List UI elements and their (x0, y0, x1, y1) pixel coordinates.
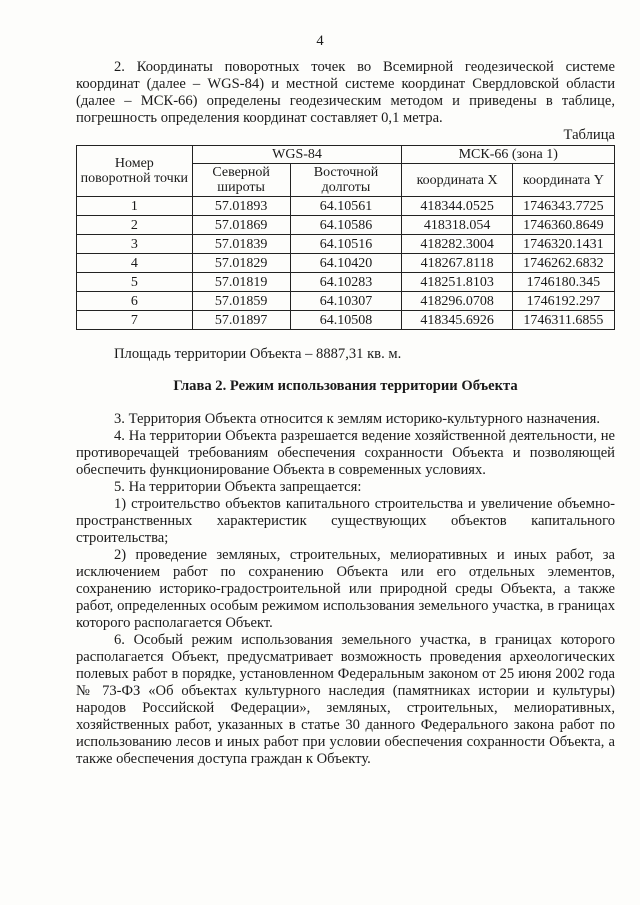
cell-point: 7 (77, 311, 193, 330)
header-longitude: Восточной долготы (290, 164, 402, 197)
page-number: 4 (316, 33, 324, 49)
paragraph-3: 3. Территория Объекта относится к землям историко-культурного назначения. (114, 411, 601, 427)
cell-longitude: 64.10516 (290, 235, 402, 254)
cell-x: 418344.0525 (402, 197, 512, 216)
table-row (77, 197, 615, 216)
coordinates-table (76, 145, 615, 330)
cell-point: 2 (77, 216, 193, 235)
header-msk66: МСК-66 (зона 1) (402, 146, 615, 164)
table-row (77, 216, 615, 235)
cell-latitude: 57.01829 (192, 254, 290, 273)
cell-x: 418296.0708 (402, 292, 512, 311)
paragraph-5-item-1: 1) строительство объектов капитального строительства и увеличение объемно-пространственных характеристик существующих объектов капитального строительства; (76, 496, 615, 546)
cell-y: 1746311.6855 (512, 311, 614, 330)
cell-longitude: 64.10307 (290, 292, 402, 311)
paragraph-5: 5. На территории Объекта запрещается: (114, 479, 362, 495)
cell-longitude: 64.10283 (290, 273, 402, 292)
area-statement: Площадь территории Объекта – 8887,31 кв. м. (114, 346, 402, 362)
header-point-number: Номер поворотной точки (77, 146, 193, 197)
cell-x: 418282.3004 (402, 235, 512, 254)
cell-latitude: 57.01893 (192, 197, 290, 216)
cell-longitude: 64.10561 (290, 197, 402, 216)
table-row (77, 311, 615, 330)
table-row (77, 254, 615, 273)
table-row (77, 292, 615, 311)
table-row (77, 235, 615, 254)
cell-longitude: 64.10420 (290, 254, 402, 273)
cell-point: 5 (77, 273, 193, 292)
cell-latitude: 57.01819 (192, 273, 290, 292)
cell-point: 3 (77, 235, 193, 254)
cell-y: 1746343.7725 (512, 197, 614, 216)
header-coord-y: координата Y (512, 164, 614, 197)
paragraph-5-item-2: 2) проведение земляных, строительных, мелиоративных и иных работ, за исключением работ по сохранению Объекта или его отдельных элементов, сохранению историко-градостроительной или природной среды Объекта, а также работ, определенных особым режимом использования земельного участка, в границах которого располагается Объект. (76, 547, 615, 631)
cell-point: 6 (77, 292, 193, 311)
cell-point: 4 (77, 254, 193, 273)
header-coord-x: координата X (402, 164, 512, 197)
cell-x: 418318.054 (402, 216, 512, 235)
header-wgs84: WGS-84 (192, 146, 402, 164)
document-body (76, 59, 615, 768)
paragraph-2: 2. Координаты поворотных точек во Всемирной геодезической системе координат (далее – WGS-84) и местной системе координат Свердловской области (далее – МСК-66) определены геодезическим методом и приведены в таблице, погрешность определения координат составляет 0,1 метра. (76, 59, 615, 126)
cell-latitude: 57.01869 (192, 216, 290, 235)
cell-y: 1746360.8649 (512, 216, 614, 235)
paragraph-4: 4. На территории Объекта разрешается ведение хозяйственной деятельности, не противоречащей требованиям обеспечения сохранности Объекта и позволяющей обеспечить функционирование Объекта в современных условиях. (76, 428, 615, 478)
table-caption: Таблица (563, 127, 615, 143)
cell-latitude: 57.01897 (192, 311, 290, 330)
cell-x: 418267.8118 (402, 254, 512, 273)
cell-y: 1746192.297 (512, 292, 614, 311)
cell-y: 1746262.6832 (512, 254, 614, 273)
cell-longitude: 64.10508 (290, 311, 402, 330)
table-row (77, 273, 615, 292)
header-latitude: Северной широты (192, 164, 290, 197)
cell-x: 418345.6926 (402, 311, 512, 330)
cell-latitude: 57.01859 (192, 292, 290, 311)
cell-longitude: 64.10586 (290, 216, 402, 235)
cell-x: 418251.8103 (402, 273, 512, 292)
chapter-title: Глава 2. Режим использования территории Объекта (173, 378, 518, 394)
cell-latitude: 57.01839 (192, 235, 290, 254)
cell-y: 1746320.1431 (512, 235, 614, 254)
cell-point: 1 (77, 197, 193, 216)
paragraph-6: 6. Особый режим использования земельного участка, в границах которого располагается Объект, предусматривает возможность проведения археологических полевых работ в порядке, установленном Федеральным законом от 25 июня 2002 года № 73-ФЗ «Об объектах культурного наследия (памятниках истории и культуры) народов Российской Федерации», земляных, строительных, мелиоративных, хозяйственных работ, указанных в статье 30 данного Федерального закона работ по использованию лесов и иных работ при условии обеспечения сохранности Объекта, а также обеспечения доступа граждан к Объекту. (76, 632, 615, 767)
cell-y: 1746180.345 (512, 273, 614, 292)
